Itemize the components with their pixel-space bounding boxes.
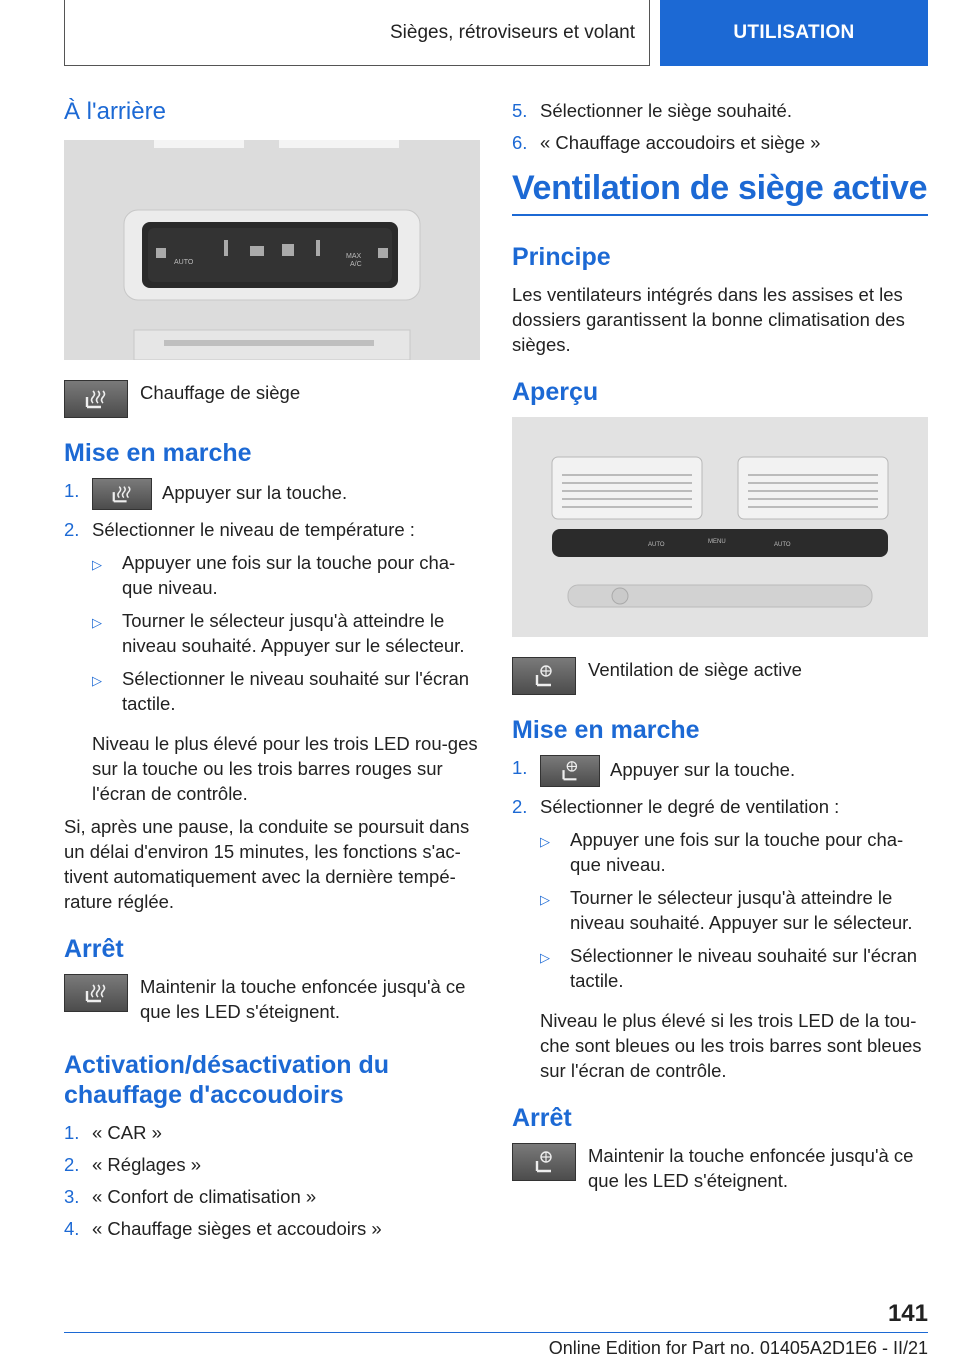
- section-title: Sièges, rétroviseurs et volant: [64, 0, 650, 66]
- edition-text: Online Edition for Part no. 01405A2D1E6 - II/21: [548, 1338, 928, 1358]
- seat-heating-icon: [64, 974, 128, 1012]
- page-header: [64, 0, 928, 66]
- heading-overview: Aperçu: [512, 378, 599, 406]
- triangle-bullet-icon: ▷: [540, 950, 550, 965]
- list-item: ▷ Tourner le sélecteur jusqu'à atteindre le niveau souhaité. Appuyer sur le sélecteur.: [540, 887, 913, 933]
- seat-heating-caption: Chauffage de siège: [140, 382, 301, 403]
- list-item: 2. « Réglages »: [64, 1154, 202, 1175]
- principle-text: Les ventilateurs intégrés dans les assises et les dossiers garantissent la bonne climatisation des sièges.: [512, 284, 905, 355]
- heading-switch-off: Arrêt: [512, 1104, 572, 1132]
- vent-level-note: Niveau le plus élevé si les trois LED de la tou-che sont bleues ou les trois barres sont bleues sur l'écran de contrôle.: [540, 1010, 922, 1081]
- armrest-steps-list: [64, 1120, 480, 1241]
- rear-climate-panel-photo: [64, 140, 480, 360]
- heading-switch-on: Mise en marche: [512, 716, 700, 744]
- front-panel-illustration: [512, 417, 928, 637]
- menu-label: MENU: [708, 539, 726, 545]
- triangle-bullet-icon: ▷: [92, 557, 102, 572]
- right-column: [512, 98, 928, 1213]
- armrest-steps-cont-list: [512, 98, 928, 155]
- heading-rear: À l'arrière: [64, 98, 166, 125]
- triangle-bullet-icon: ▷: [92, 615, 102, 630]
- ventilation-icon-row: [512, 657, 928, 695]
- seat-ventilation-icon: [540, 755, 600, 787]
- auto-label: AUTO: [648, 542, 665, 548]
- list-item: 1. « CAR »: [64, 1122, 162, 1143]
- list-item: ▷ Sélectionner le niveau souhaité sur l'écran tactile.: [540, 945, 918, 991]
- page-number: 141: [887, 1300, 928, 1327]
- max-label: MAX: [346, 253, 362, 260]
- ac-label: A/C: [350, 261, 362, 268]
- triangle-bullet-icon: ▷: [540, 834, 550, 849]
- list-item: 1. Appuyer sur la touche.: [512, 755, 928, 787]
- auto-resume-paragraph: Si, après une pause, la conduite se poursuit dans un délai d'environ 15 minutes, les fonctions s'ac-tivent automatiquement avec la dernière tempé-rature réglée.: [64, 816, 470, 912]
- vent-switch-off-row: [512, 1143, 928, 1193]
- list-item: ▷ Appuyer une fois sur la touche pour cha-que niveau.: [540, 829, 904, 875]
- heading-armrest-heating: Activation/désactivation du chauffage d'accoudoirs: [64, 1051, 390, 1109]
- vent-switch-off-text: Maintenir la touche enfoncée jusqu'à ce que les LED s'éteignent.: [588, 1145, 914, 1191]
- heading-switch-on: Mise en marche: [64, 439, 252, 467]
- ventilation-caption: Ventilation de siège active: [588, 659, 802, 680]
- heading-active-ventilation: Ventilation de siège active: [512, 169, 928, 216]
- list-item: ▷ Appuyer une fois sur la touche pour cha-que niveau.: [92, 552, 456, 598]
- list-item: 3. « Confort de climatisation »: [64, 1186, 317, 1207]
- seat-ventilation-icon: [512, 1143, 576, 1181]
- front-vents-panel-photo: [512, 417, 928, 637]
- switch-off-text: Maintenir la touche enfoncée jusqu'à ce que les LED s'éteignent.: [140, 976, 466, 1022]
- chapter-tab[interactable]: UTILISATION: [660, 0, 928, 66]
- vent-on-bullets-list: [540, 827, 928, 993]
- left-column: [64, 98, 480, 1248]
- switch-off-row: [64, 974, 480, 1024]
- list-item: 2. Sélectionner le niveau de température : ▷ Appuyer une fois sur la touche pour cha-que niveau. ▷ Tourner le sélecteur jusqu'à atteindre le niveau souhaité. Appuyer sur le sélecteur. ▷ Sélectionner le niveau souhaité sur l'écran tactile.: [64, 517, 480, 724]
- vent-on-steps-list: [512, 755, 928, 1001]
- list-item: 2. Sélectionner le degré de ventilation : ▷ Appuyer une fois sur la touche pour cha-que niveau. ▷ Tourner le sélecteur jusqu'à atteindre le niveau souhaité. Appuyer sur le sélecteur. ▷ Sélectionner le niveau souhaité sur l'écran tactile.: [512, 794, 928, 1001]
- list-item: ▷ Sélectionner le niveau souhaité sur l'écran tactile.: [92, 668, 470, 714]
- list-item: 6. « Chauffage accoudoirs et siège »: [512, 132, 821, 153]
- on-bullets-list: [92, 550, 480, 716]
- list-item: 1. Appuyer sur la touche.: [64, 478, 480, 510]
- heading-principle: Principe: [512, 243, 611, 271]
- on-steps-list: [64, 478, 480, 724]
- heading-switch-off: Arrêt: [64, 935, 124, 963]
- seat-heating-icon: [92, 478, 152, 510]
- seat-ventilation-icon: [512, 657, 576, 695]
- footer-divider: [64, 1332, 928, 1333]
- triangle-bullet-icon: ▷: [540, 892, 550, 907]
- seat-heating-icon: [64, 380, 128, 418]
- rear-panel-illustration: [64, 140, 480, 360]
- auto-label: AUTO: [174, 259, 194, 266]
- auto-label: AUTO: [774, 542, 791, 548]
- list-item: 4. « Chauffage sièges et accoudoirs »: [64, 1218, 382, 1239]
- level-note: Niveau le plus élevé pour les trois LED rou-ges sur la touche ou les trois barres rouges sur l'écran de contrôle.: [92, 733, 478, 804]
- list-item: ▷ Tourner le sélecteur jusqu'à atteindre le niveau souhaité. Appuyer sur le sélecteur.: [92, 610, 465, 656]
- seat-heating-icon-row: [64, 380, 480, 418]
- list-item: 5. Sélectionner le siège souhaité.: [512, 100, 792, 121]
- triangle-bullet-icon: ▷: [92, 673, 102, 688]
